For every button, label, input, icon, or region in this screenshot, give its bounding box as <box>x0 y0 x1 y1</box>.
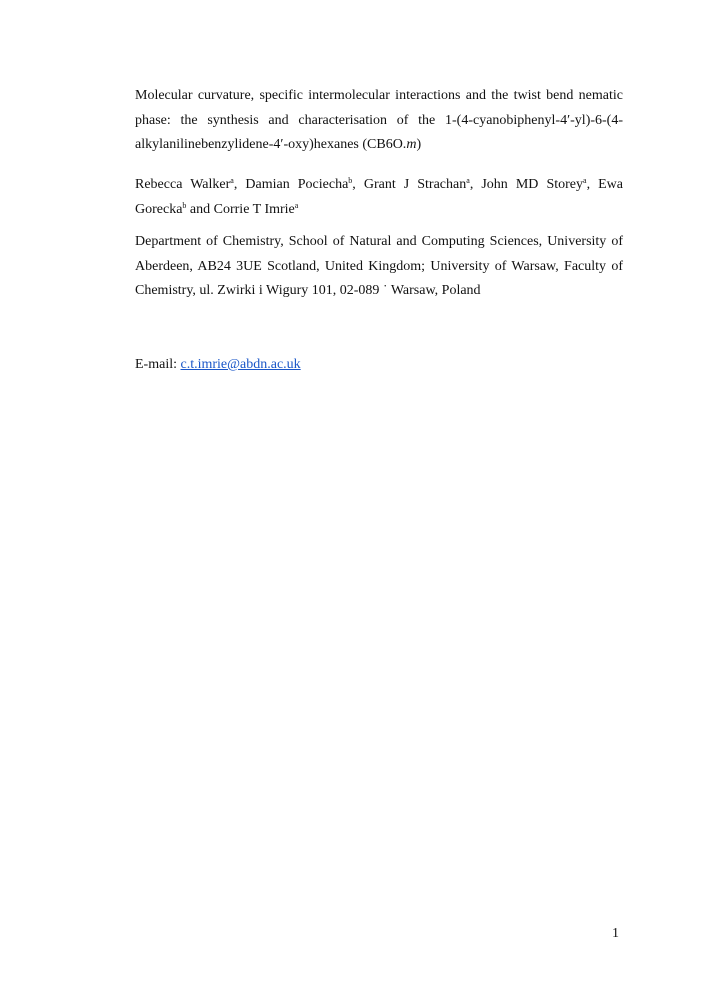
email-link[interactable]: c.t.imrie@abdn.ac.uk <box>180 357 301 372</box>
author-affil-4: a <box>583 176 587 185</box>
author-list <box>135 173 623 222</box>
author-affil-6: a <box>294 200 299 210</box>
title-line-3-text: alkylanilinebenzylidene-4′-oxy)hexanes (CB6O. <box>135 137 407 152</box>
author-name-6: Corrie T Imrie <box>213 201 295 217</box>
author-sep-and: and <box>186 201 214 217</box>
title-line-2: phase: the synthesis and characterisation of the 1-(4-cyanobiphenyl-4′-yl)-6-(4- <box>135 112 623 128</box>
affiliation-line-2: Aberdeen, AB24 3UE Scotland, United Kingdom; University of Warsaw, Faculty of <box>135 258 623 274</box>
affiliation-line-1: Department of Chemistry, School of Natural and Computing Sciences, University of <box>135 234 623 249</box>
author-name-1: Rebecca Walker <box>135 177 231 192</box>
author-name-2: Damian Pociecha <box>245 177 349 192</box>
author-affil-2: b <box>348 176 353 185</box>
title-line-1: Molecular curvature, specific intermolecular interactions and the twist bend nematic <box>135 88 623 103</box>
affiliations <box>135 230 623 304</box>
author-line-1 <box>135 173 623 198</box>
email-line <box>135 353 623 378</box>
author-name-4: John MD Storey <box>481 177 584 192</box>
paper-title <box>135 84 623 158</box>
title-line-3 <box>135 133 623 158</box>
affiliation-line-3: Chemistry, ul. Zwirki i Wigury 101, 02-089 ˙ Warsaw, Poland <box>135 283 481 298</box>
author-sep-1: , <box>233 177 246 192</box>
title-italic-m: m <box>406 137 417 152</box>
page-number: 1 <box>612 926 619 941</box>
author-sep-2: , <box>352 177 364 192</box>
author-name-3: Grant J Strachan <box>363 177 467 192</box>
author-line-2 <box>135 198 623 223</box>
email-label: E-mail: <box>135 357 181 372</box>
author-affil-1: a <box>230 176 234 185</box>
author-sep-4: , <box>586 177 599 192</box>
author-affil-5: b <box>182 200 187 210</box>
contact-email <box>135 353 623 378</box>
author-affil-3: a <box>466 176 470 185</box>
author-sep-3: , <box>469 177 482 192</box>
author-name-5-rest: Gorecka <box>135 201 183 217</box>
title-close-paren: ) <box>416 137 422 152</box>
author-name-5-first: Ewa <box>598 177 624 192</box>
